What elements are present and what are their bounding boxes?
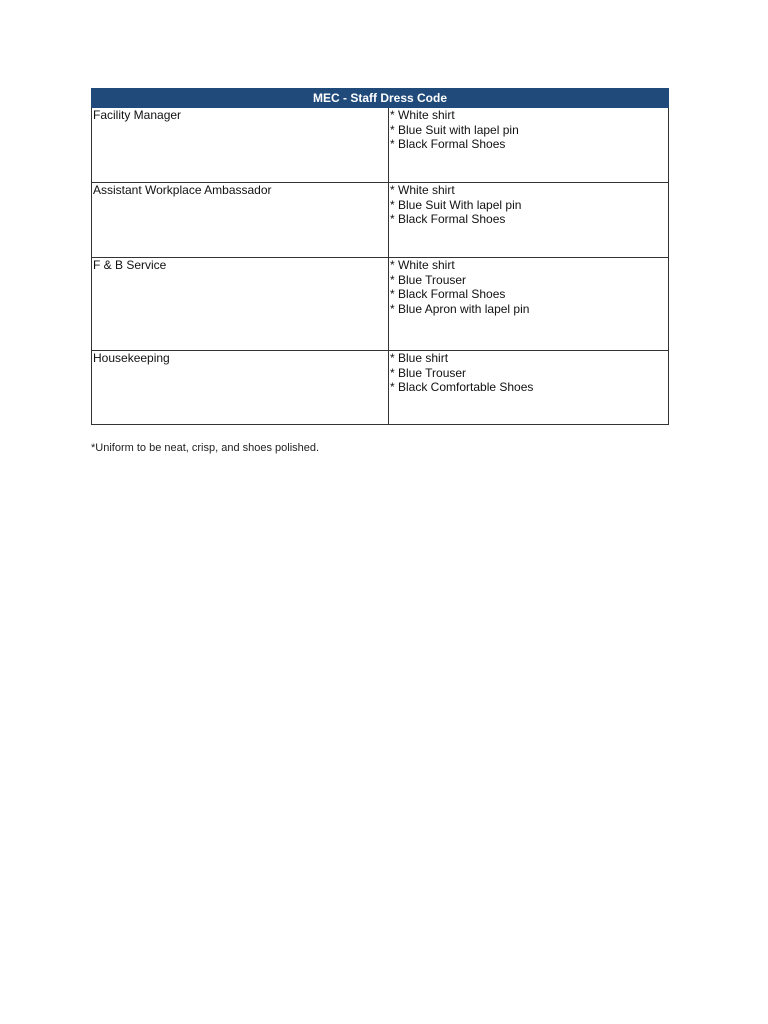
attire-item: * Blue Suit with lapel pin: [390, 122, 519, 137]
table-title: MEC - Staff Dress Code: [92, 89, 669, 108]
role-cell: Facility Manager: [92, 108, 389, 183]
attire-item: * White shirt: [390, 258, 455, 272]
attire-item: * Blue shirt: [390, 351, 449, 365]
role-cell: Housekeeping: [92, 351, 389, 425]
table-row: [92, 108, 669, 183]
attire-cell: [389, 258, 669, 351]
attire-item: * Blue Apron with lapel pin: [390, 301, 530, 316]
attire-cell: [389, 183, 669, 258]
attire-item: * Black Formal Shoes: [390, 287, 506, 301]
attire-item: * Blue Trouser: [390, 272, 467, 287]
attire-item: * Blue Trouser: [390, 365, 467, 380]
footnote: *Uniform to be neat, crisp, and shoes polished.: [91, 442, 320, 454]
role-cell: Assistant Workplace Ambassador: [92, 183, 389, 258]
attire-item: * Blue Suit With lapel pin: [390, 197, 522, 212]
table-row: [92, 351, 669, 425]
attire-cell: [389, 108, 669, 183]
table-row: [92, 183, 669, 258]
dress-code-sheet: [91, 88, 668, 425]
role-cell: F & B Service: [92, 258, 389, 351]
attire-item: * White shirt: [390, 183, 455, 197]
attire-cell: [389, 351, 669, 425]
table-row: [92, 258, 669, 351]
attire-item: * Black Formal Shoes: [390, 137, 506, 151]
attire-item: * Black Comfortable Shoes: [390, 380, 534, 394]
dress-code-table: [91, 88, 669, 425]
attire-item: * White shirt: [390, 108, 455, 122]
attire-item: * Black Formal Shoes: [390, 212, 506, 226]
